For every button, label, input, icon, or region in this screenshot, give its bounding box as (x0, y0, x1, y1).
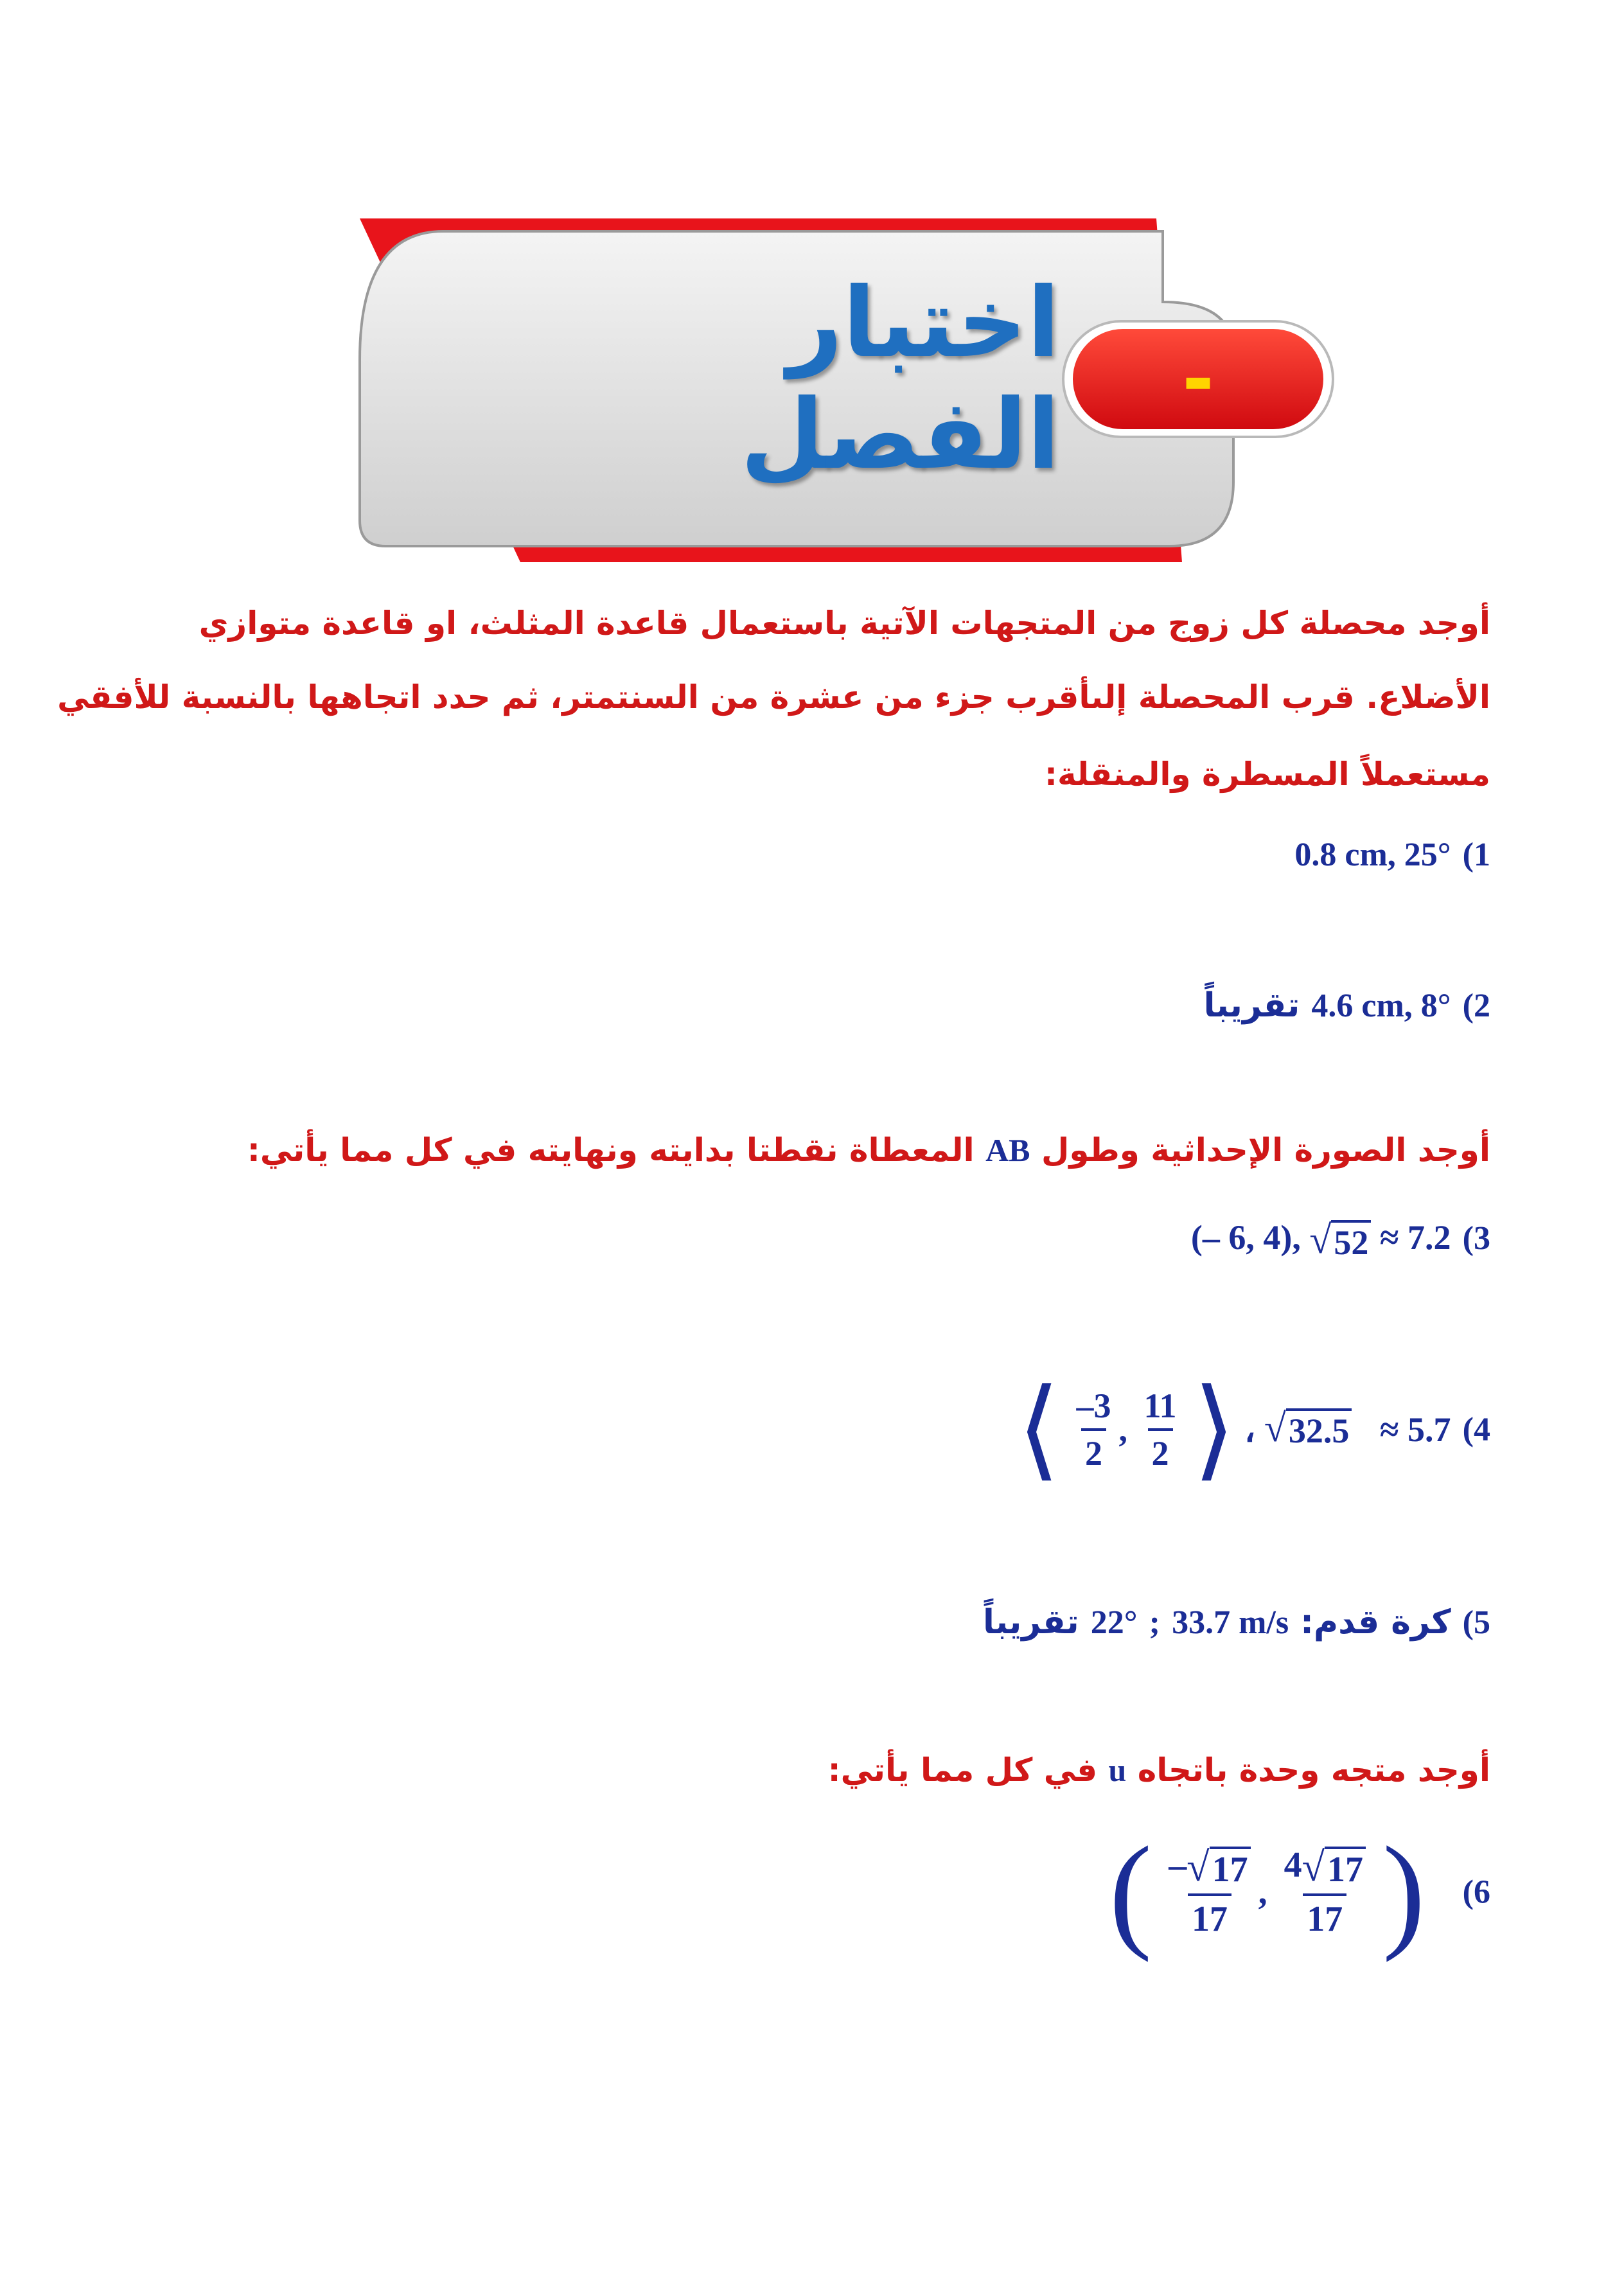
answer-6: 6) ( – √ 17 17 , 4 √ 17 17 ) (1109, 1821, 1490, 1963)
answer-5-label: كرة قدم: (1300, 1603, 1451, 1642)
section-2-after: المعطاة نقطتا بدايته ونهايته في كل مما يأتي: (247, 1131, 975, 1169)
paren-right: ) (1382, 1821, 1425, 1963)
instruction-line-1: أوجد محصلة كل زوج من المتجهات الآتية باستعمال قاعدة المثلث، او قاعدة متوازي (199, 605, 1490, 642)
answer-5-number: 5) (1462, 1604, 1490, 1641)
angle-bracket-right: ⟩ (1193, 1369, 1236, 1490)
instruction-line-3: مستعملاً المسطرة والمنقلة: (1044, 756, 1490, 793)
answer-2 (1204, 986, 1490, 1025)
chapter-test-banner (347, 212, 1349, 572)
answer-4-number: 4) (1462, 1411, 1490, 1448)
section-2-before: أوجد الصورة الإحداثية وطول (1041, 1131, 1490, 1169)
section-2-instruction (247, 1131, 1490, 1169)
answer-5 (983, 1603, 1490, 1642)
answer-3-point: (– 6, 4), (1190, 1218, 1301, 1257)
answer-3-approx: ≈ 7.2 (1379, 1218, 1451, 1257)
answer-1-number: 1) (1462, 837, 1490, 873)
vector-u: u (1108, 1752, 1127, 1788)
answer-2-number: 2) (1462, 988, 1490, 1024)
answer-4: 4) ⟨ $\frac{-3}{2}$ , $\frac{11}{2}$ ⟩ ، √ 32.5 ≈ 5.7 (1017, 1369, 1490, 1490)
section-number: - (1182, 334, 1214, 424)
answer-4-fraction-1: $\frac{-3}{2}$ (1076, 1387, 1111, 1473)
answer-1-value: 0.8 cm, 25° (1294, 837, 1451, 873)
answer-4-sqrt: √ 32.5 (1264, 1408, 1352, 1451)
answer-5-speed: 33.7 m/s (1172, 1604, 1289, 1641)
answer-4-fraction-2: $\frac{11}{2}$ (1143, 1387, 1177, 1473)
answer-6-number: 6) (1462, 1874, 1490, 1911)
answer-3 (1191, 1218, 1490, 1263)
vector-ab: AB (985, 1132, 1030, 1168)
answer-4-approx: ≈ 5.7 (1379, 1410, 1451, 1449)
paren-left: ( (1109, 1821, 1152, 1963)
answer-6-fraction-2: 4 √ 17 17 (1280, 1845, 1370, 1939)
answer-3-sqrt: √ 52 (1309, 1220, 1371, 1263)
page-title: اختبار الفصل (740, 267, 1060, 491)
answer-5-separator: ; (1149, 1604, 1160, 1641)
angle-bracket-left: ⟨ (1017, 1369, 1061, 1490)
section-3-before: أوجد متجه وحدة باتجاه (1137, 1751, 1490, 1789)
answer-2-suffix: تقريباً (1203, 986, 1300, 1025)
answer-1 (1294, 835, 1490, 874)
section-3-instruction (828, 1751, 1490, 1789)
answer-2-value: 4.6 cm, 8° (1311, 988, 1451, 1024)
section-3-after: في كل مما يأتي: (827, 1751, 1098, 1789)
answer-3-number: 3) (1462, 1220, 1490, 1257)
answer-5-suffix: تقريباً (983, 1603, 1079, 1642)
answer-6-fraction-1: – √ 17 17 (1165, 1845, 1254, 1939)
instruction-line-2: الأضلاع. قرب المحصلة إلىأقرب جزء من عشرة من السنتمتر، ثم حدد اتجاهها بالنسبة للأفقي (57, 678, 1490, 716)
answer-5-angle: 22° (1090, 1604, 1138, 1641)
